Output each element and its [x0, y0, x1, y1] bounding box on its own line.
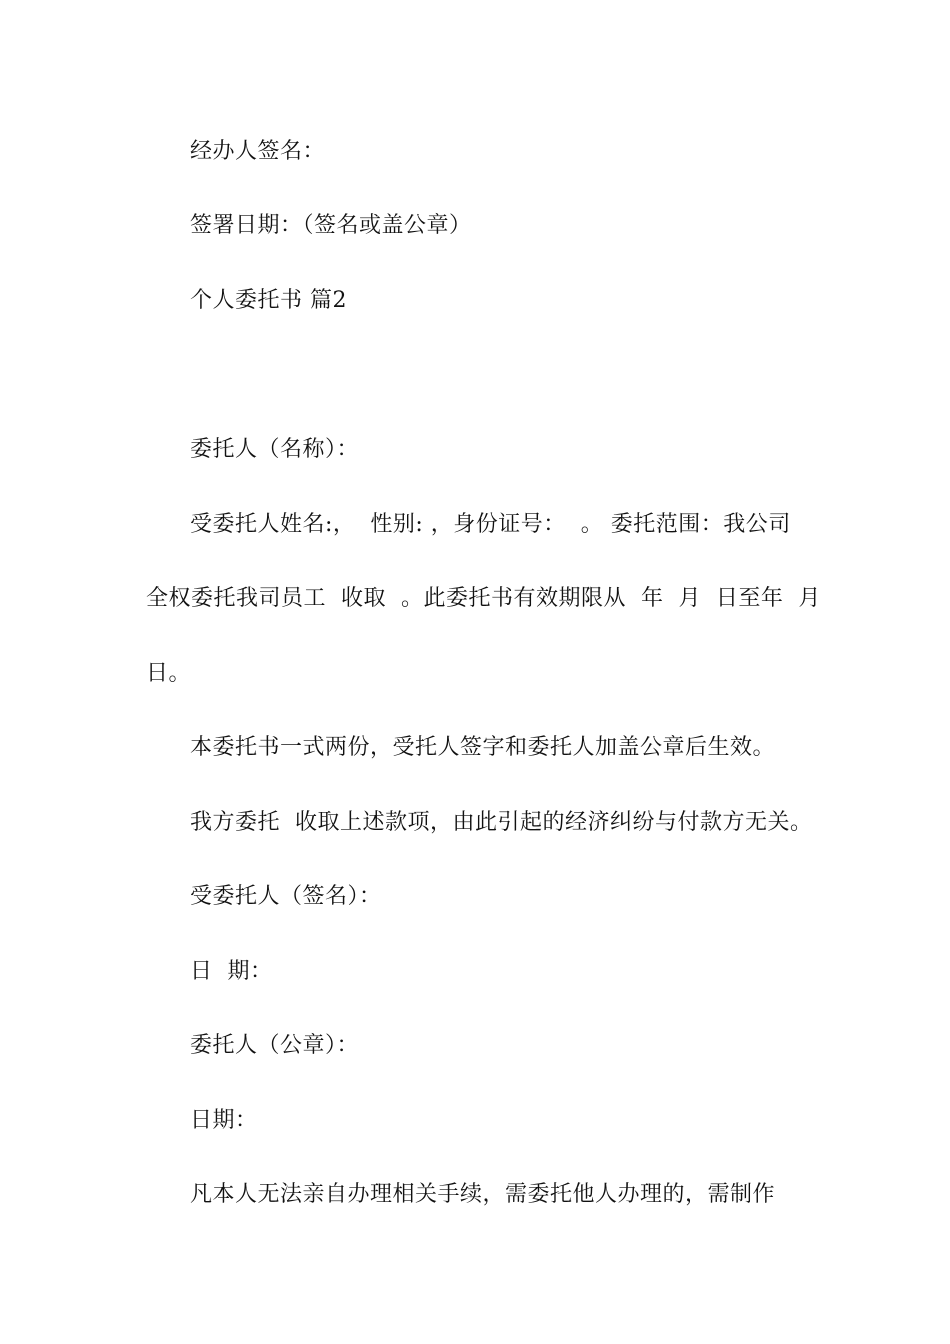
agent-info-line: 受委托人姓名:， 性别: ，身份证号： 。 委托范围：我公司 [190, 512, 791, 537]
agent-info-line-end: 日。 [146, 661, 192, 686]
agent-info-line-continued: 全权委托我司员工 收取 。此委托书有效期限从 年 月 日至年 月 [146, 586, 821, 611]
section-title: 个人委托书 篇2 [190, 288, 347, 313]
copies-clause: 本委托书一式两份，受托人签字和委托人加盖公章后生效。 [190, 735, 776, 760]
principal-date-line: 日期： [190, 1108, 258, 1133]
principal-seal-line: 委托人（公章）： [190, 1033, 360, 1058]
principal-name-line: 委托人（名称）： [190, 437, 360, 462]
handler-signature-line: 经办人签名： [190, 139, 326, 164]
agent-signature-line: 受委托人（签名）： [190, 884, 382, 909]
agent-date-line: 日 期： [190, 959, 273, 984]
closing-paragraph: 凡本人无法亲自办理相关手续，需委托他人办理的，需制作 [190, 1182, 776, 1207]
signing-date-line: 签署日期：（签名或盖公章） [190, 213, 472, 238]
liability-clause: 我方委托 收取上述款项，由此引起的经济纠纷与付款方无关。 [190, 810, 813, 835]
